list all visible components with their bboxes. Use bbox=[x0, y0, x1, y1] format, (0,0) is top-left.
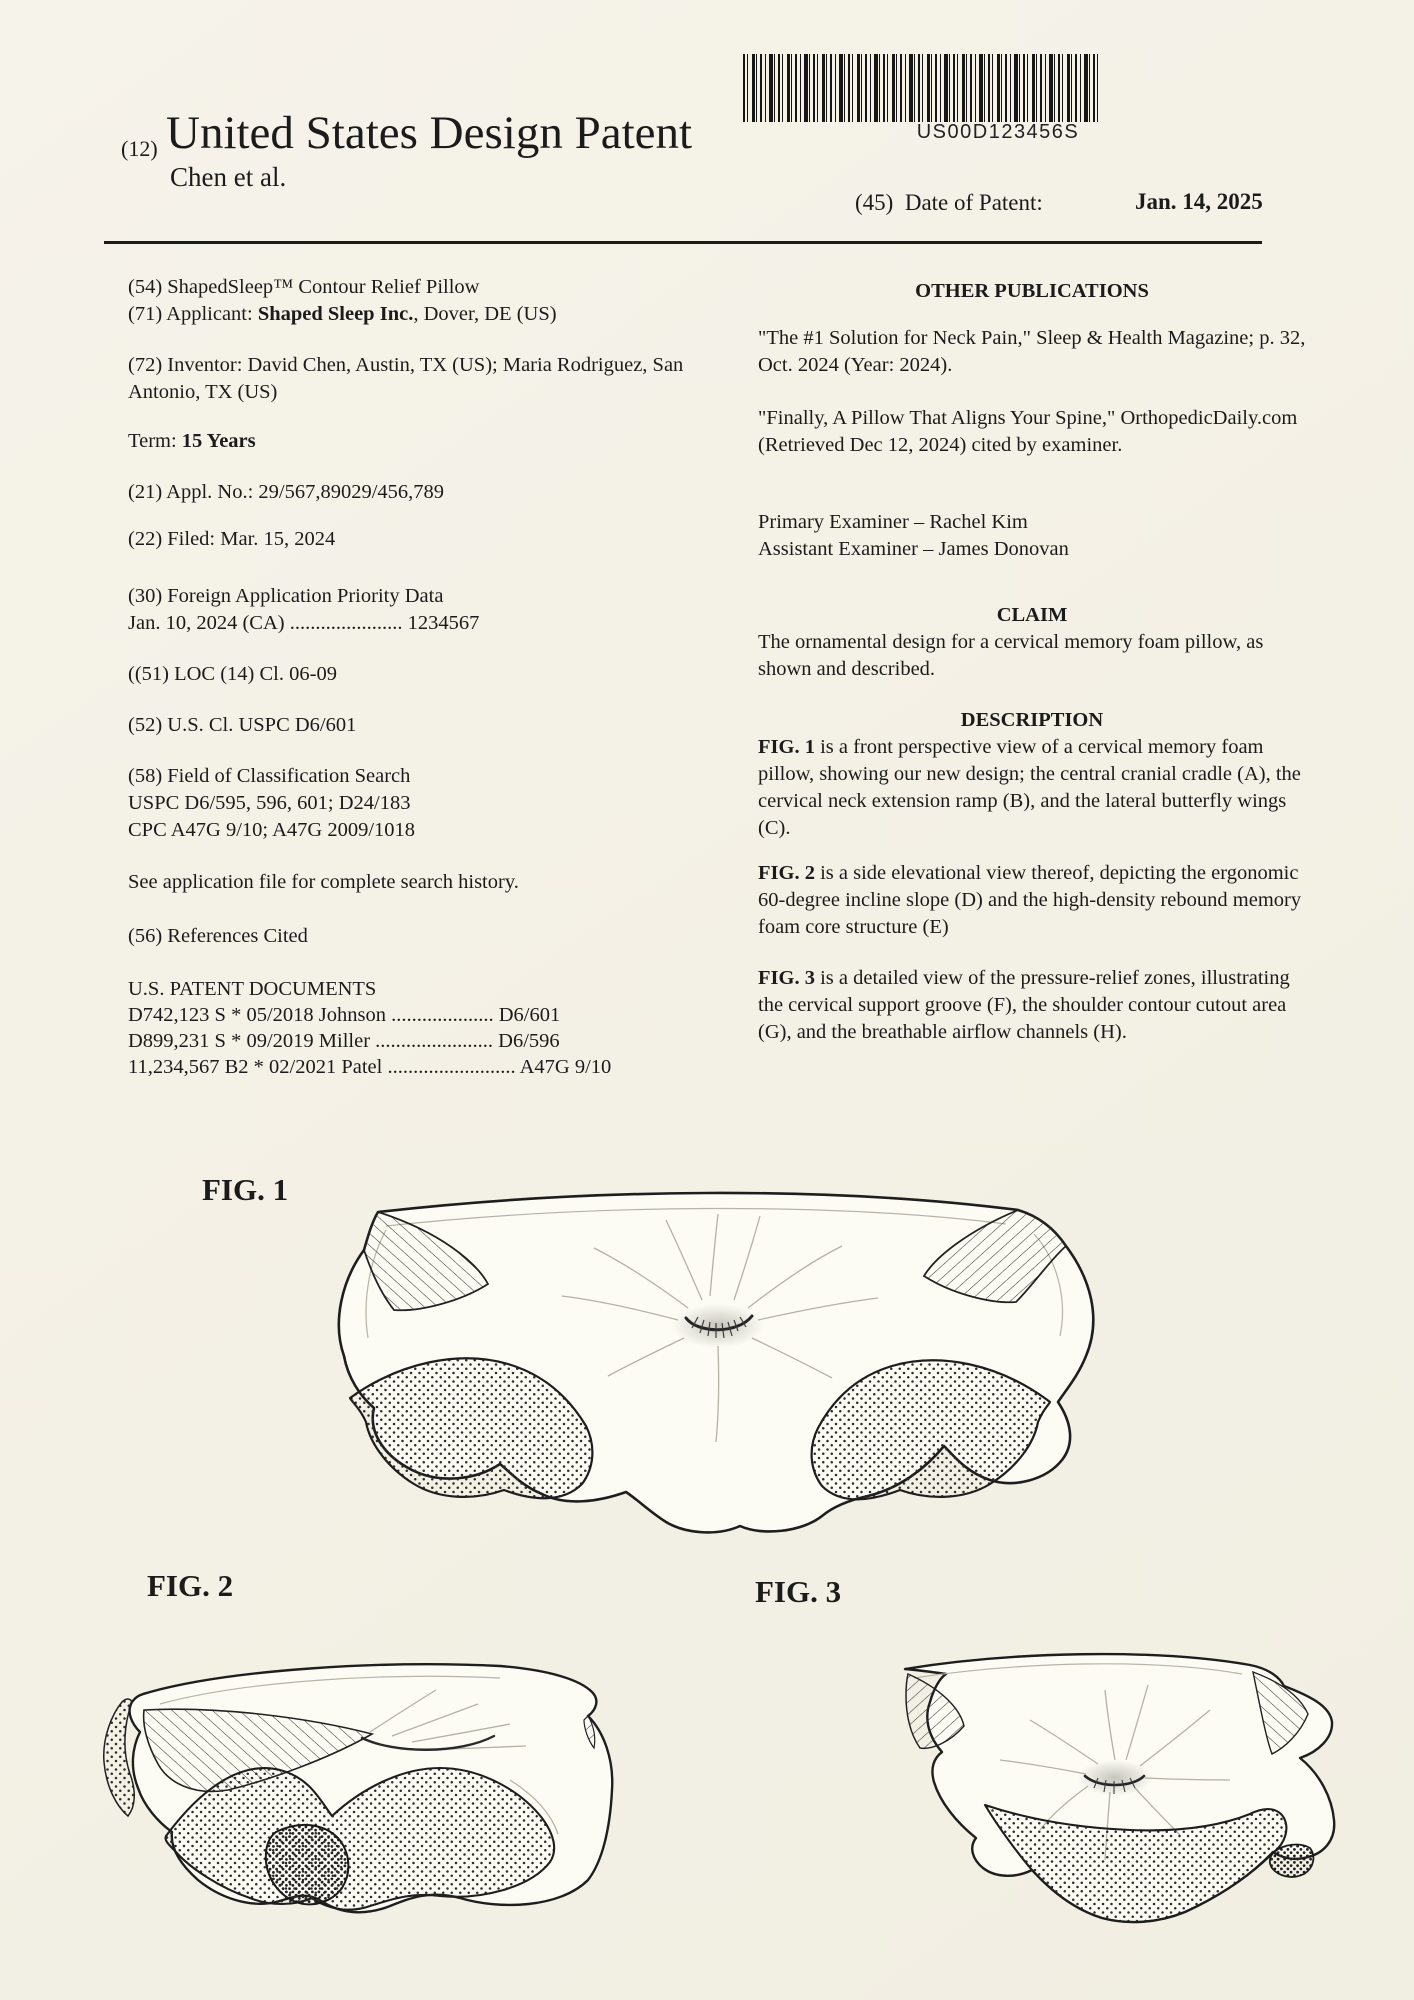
field-72-inventor: (72) Inventor: David Chen, Austin, TX (US); Maria Rodriguez, San Antonio, TX (US) bbox=[128, 354, 684, 403]
field-30-priority bbox=[128, 583, 690, 637]
field-58-line2: USPC D6/595, 596, 601; D24/183 bbox=[128, 792, 411, 814]
claim-text: The ornamental design for a cervical memory foam pillow, as shown and described. bbox=[758, 631, 1264, 680]
primary-examiner: Primary Examiner – Rachel Kim bbox=[758, 511, 1028, 533]
fig2-description-text: is a side elevational view thereof, depicting the ergonomic 60-degree incline slope (D) and the high-density rebound memory foam core structure (E) bbox=[758, 862, 1302, 938]
us-patent-documents bbox=[128, 976, 690, 1080]
fig1-description-text: is a front perspective view of a cervical memory foam pillow, showing our new design; the central cranial cradle (A), the cervical neck extension ramp (B), and the lateral butterfly wings (C). bbox=[758, 736, 1301, 839]
date-of-patent-label bbox=[855, 190, 1043, 216]
reference-row: D742,123 S * 05/2018 Johnson .................... D6/601 bbox=[128, 1004, 561, 1026]
fig1-description-bold: FIG. 1 bbox=[758, 736, 815, 758]
fig1-dimple-shading bbox=[672, 1304, 764, 1348]
fig3-description-text: is a detailed view of the pressure-relief zones, illustrating the cervical support groove (F), the shoulder contour cutout area (G), and the breathable airflow channels (H). bbox=[758, 967, 1290, 1043]
publication-1: "The #1 Solution for Neck Pain," Sleep & Health Magazine; p. 32, Oct. 2024 (Year: 2024). bbox=[758, 327, 1306, 376]
field-21-appl-no: (21) Appl. No.: 29/567,89029/456,789 bbox=[128, 481, 445, 503]
barcode bbox=[743, 54, 1099, 122]
other-publications-heading: OTHER PUBLICATIONS bbox=[915, 280, 1149, 302]
kind-code: (12) bbox=[121, 136, 158, 161]
fig2-description bbox=[758, 860, 1306, 941]
header-divider bbox=[104, 241, 1262, 244]
claim-heading: CLAIM bbox=[996, 604, 1068, 626]
reference-row: 11,234,567 B2 * 02/2021 Patel ......................... A47G 9/10 bbox=[128, 1056, 612, 1078]
fig3-drawing bbox=[880, 1630, 1350, 1950]
fig2-description-bold: FIG. 2 bbox=[758, 862, 815, 884]
field-58-classification bbox=[128, 763, 690, 844]
date-prefix: (45) bbox=[855, 190, 894, 215]
examiners bbox=[758, 509, 1306, 563]
field-71-applicant-name: Shaped Sleep Inc. bbox=[257, 303, 414, 325]
fig2-drawing bbox=[80, 1640, 620, 1970]
search-history-note: See application file for complete search history. bbox=[128, 871, 519, 893]
term-prefix: Term: bbox=[128, 430, 182, 452]
field-22-filed: (22) Filed: Mar. 15, 2024 bbox=[128, 528, 336, 550]
field-51-loc: ((51) LOC (14) Cl. 06-09 bbox=[128, 663, 337, 685]
date-label-text: Date of Patent: bbox=[904, 190, 1043, 215]
description-heading: DESCRIPTION bbox=[960, 709, 1104, 731]
field-56-references: (56) References Cited bbox=[128, 925, 308, 947]
term-value: 15 Years bbox=[181, 430, 256, 452]
date-of-patent-value: Jan. 14, 2025 bbox=[1135, 189, 1263, 214]
field-71-suffix: , Dover, DE (US) bbox=[413, 303, 557, 325]
fig3-description bbox=[758, 965, 1306, 1046]
field-30-line1: (30) Foreign Application Priority Data bbox=[128, 585, 444, 607]
fig1-description bbox=[758, 734, 1306, 842]
inventor-byline: Chen et al. bbox=[170, 162, 287, 192]
fig3-dark-pocket bbox=[1270, 1845, 1314, 1877]
field-71-applicant bbox=[128, 301, 690, 328]
field-52-us-cl: (52) U.S. Cl. USPC D6/601 bbox=[128, 714, 357, 736]
field-58-line3: CPC A47G 9/10; A47G 2009/1018 bbox=[128, 819, 416, 841]
fig3-description-bold: FIG. 3 bbox=[758, 967, 815, 989]
fig1-drawing bbox=[290, 1150, 1110, 1550]
fig2-label: FIG. 2 bbox=[147, 1568, 234, 1603]
field-54-title: (54) ShapedSleep™ Contour Relief Pillow bbox=[128, 276, 480, 298]
field-30-line2: Jan. 10, 2024 (CA) ...................... 1234567 bbox=[128, 612, 480, 634]
fig1-label: FIG. 1 bbox=[202, 1172, 289, 1207]
page-title: United States Design Patent bbox=[166, 107, 693, 159]
publication-2: "Finally, A Pillow That Aligns Your Spine," OrthopedicDaily.com (Retrieved Dec 12, 2024) cited by examiner. bbox=[758, 407, 1298, 456]
fig3-label: FIG. 3 bbox=[755, 1574, 842, 1609]
field-58-line1: (58) Field of Classification Search bbox=[128, 765, 411, 787]
field-71-prefix: (71) Applicant: bbox=[128, 303, 258, 325]
assistant-examiner: Assistant Examiner – James Donovan bbox=[758, 538, 1069, 560]
term-line bbox=[128, 428, 690, 455]
reference-row: D899,231 S * 09/2019 Miller ....................... D6/596 bbox=[128, 1030, 560, 1052]
us-patent-documents-heading: U.S. PATENT DOCUMENTS bbox=[128, 978, 377, 1000]
barcode-number: US00D123456S bbox=[916, 121, 1080, 143]
